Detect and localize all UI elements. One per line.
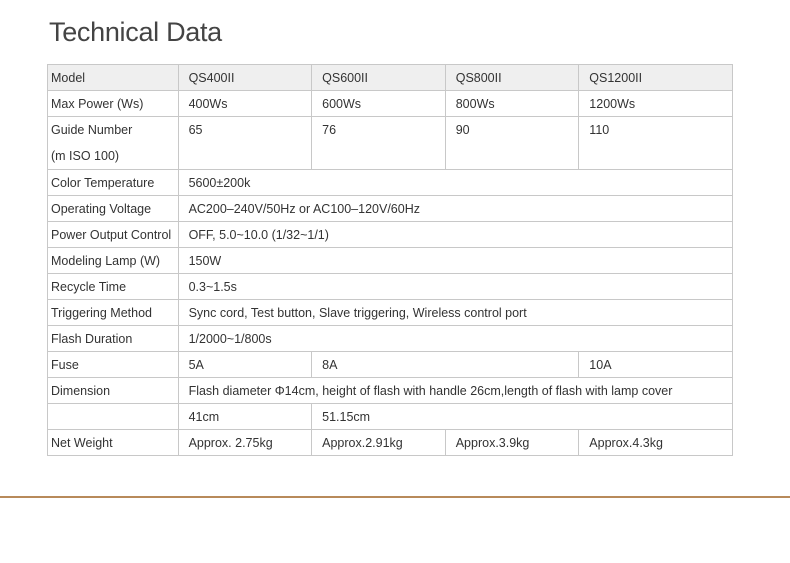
table-row	[48, 248, 733, 274]
table-cell: 5600±200k	[178, 170, 732, 196]
table-cell: AC200–240V/50Hz or AC100–120V/60Hz	[178, 196, 732, 222]
table-cell: Approx. 2.75kg	[178, 430, 312, 456]
cell-text: 90	[455, 123, 470, 137]
table-cell	[178, 117, 312, 170]
row-label: Max Power (Ws)	[48, 91, 179, 117]
row-label: Dimension	[48, 378, 179, 404]
table-cell: Approx.3.9kg	[445, 430, 579, 456]
table-cell: 5A	[178, 352, 312, 378]
row-label: Flash Duration	[48, 326, 179, 352]
row-label-line: Guide Number	[51, 123, 133, 137]
row-label: Color Temperature	[48, 170, 179, 196]
table-row	[48, 274, 733, 300]
header-label: Model	[48, 65, 179, 91]
cell-text: 110	[589, 123, 610, 137]
table-cell: 41cm	[178, 404, 312, 430]
table-cell: 51.15cm	[312, 404, 733, 430]
table-row	[48, 170, 733, 196]
table-cell: Sync cord, Test button, Slave triggering, Wireless control port	[178, 300, 732, 326]
row-label	[48, 404, 179, 430]
table-cell: 1200Ws	[579, 91, 733, 117]
row-label: Recycle Time	[48, 274, 179, 300]
row-label: Net Weight	[48, 430, 179, 456]
table-cell	[579, 117, 733, 170]
row-label: Modeling Lamp (W)	[48, 248, 179, 274]
table-cell: Approx.2.91kg	[312, 430, 446, 456]
page-title: Technical Data	[49, 17, 222, 47]
row-label	[48, 117, 179, 170]
table-cell: 0.3~1.5s	[178, 274, 732, 300]
accent-divider	[0, 496, 790, 498]
table-row	[48, 222, 733, 248]
table-cell: 800Ws	[445, 91, 579, 117]
table-cell	[445, 117, 579, 170]
table-row	[48, 117, 733, 170]
row-label: Power Output Control	[48, 222, 179, 248]
table-row	[48, 300, 733, 326]
model-cell: QS400II	[178, 65, 312, 91]
row-label-line: (m ISO 100)	[51, 149, 120, 163]
table-cell	[312, 117, 446, 170]
cell-text: 76	[322, 123, 337, 137]
table-cell: 10A	[579, 352, 733, 378]
table-cell: 600Ws	[312, 91, 446, 117]
model-cell: QS600II	[312, 65, 446, 91]
table-row	[48, 352, 733, 378]
cell-text: 65	[188, 123, 203, 137]
table-cell: 400Ws	[178, 91, 312, 117]
table-cell: Approx.4.3kg	[579, 430, 733, 456]
row-label: Triggering Method	[48, 300, 179, 326]
table-row	[48, 326, 733, 352]
model-cell: QS1200II	[579, 65, 733, 91]
table-cell: 150W	[178, 248, 732, 274]
table-row	[48, 404, 733, 430]
table-row	[48, 430, 733, 456]
row-label: Operating Voltage	[48, 196, 179, 222]
model-cell: QS800II	[445, 65, 579, 91]
table-header-row	[48, 65, 733, 91]
table-row	[48, 378, 733, 404]
table-cell: 1/2000~1/800s	[178, 326, 732, 352]
table-row	[48, 91, 733, 117]
table-cell: Flash diameter Φ14cm, height of flash with handle 26cm,length of flash with lamp cover	[178, 378, 732, 404]
table-cell: OFF, 5.0~10.0 (1/32~1/1)	[178, 222, 732, 248]
table-cell: 8A	[312, 352, 579, 378]
spec-table	[47, 64, 733, 456]
row-label: Fuse	[48, 352, 179, 378]
table-row	[48, 196, 733, 222]
